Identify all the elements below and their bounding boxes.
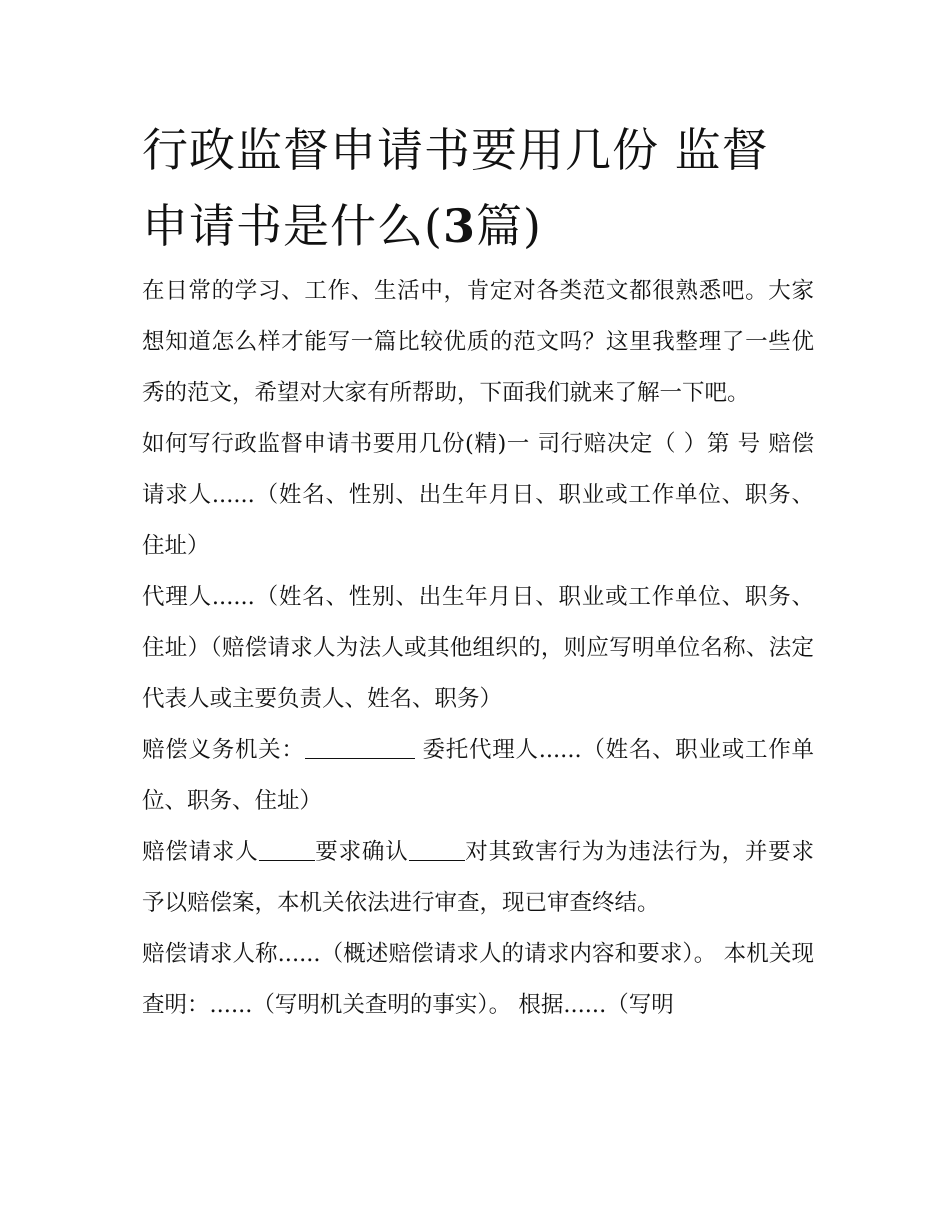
obligor-blank	[305, 736, 415, 760]
obligor-label: 赔偿义务机关：	[142, 737, 305, 763]
claim-text-c: 对其致害行为为违法行为，并要求予以赔偿案，本机关依法进行审查，现已审查终结。	[142, 839, 814, 916]
paragraph-obligor	[142, 725, 814, 827]
respondent-blank	[409, 838, 465, 862]
paragraph-findings: 赔偿请求人称......（概述赔偿请求人的请求内容和要求）。 本机关现查明：......（写明机关查明的事实）。 根据......（写明	[142, 941, 814, 1018]
obligor-rest: 委托代理人......（姓名、职业或工作单位、职务、住址）	[142, 737, 814, 814]
title-count: 3	[442, 199, 476, 253]
paragraph-claim	[142, 827, 814, 929]
claimant-blank	[259, 838, 315, 862]
claim-text-b: 要求确认	[314, 839, 409, 865]
claim-text-a: 赔偿请求人	[142, 839, 259, 865]
title-text-part1: 行政监督申请书要用几份 监督申请书是什么(	[142, 123, 769, 253]
paragraph-decision-header: 如何写行政监督申请书要用几份(精)一 司行赔决定（ ）第 号 赔偿请求人......（姓名、性别、出生年月日、职业或工作单位、职务、住址）	[142, 431, 814, 559]
document-title	[142, 112, 814, 264]
intro-paragraph: 在日常的学习、工作、生活中，肯定对各类范文都很熟悉吧。大家想知道怎么样才能写一篇比较优质的范文吗？这里我整理了一些优秀的范文，希望对大家有所帮助，下面我们就来了解一下吧。	[142, 278, 814, 406]
document-page	[142, 112, 814, 1031]
paragraph-agent: 代理人......（姓名、性别、出生年月日、职业或工作单位、职务、住址）（赔偿请求人为法人或其他组织的，则应写明单位名称、法定代表人或主要负责人、姓名、职务）	[142, 584, 814, 712]
title-text-part2: 篇)	[475, 199, 542, 253]
